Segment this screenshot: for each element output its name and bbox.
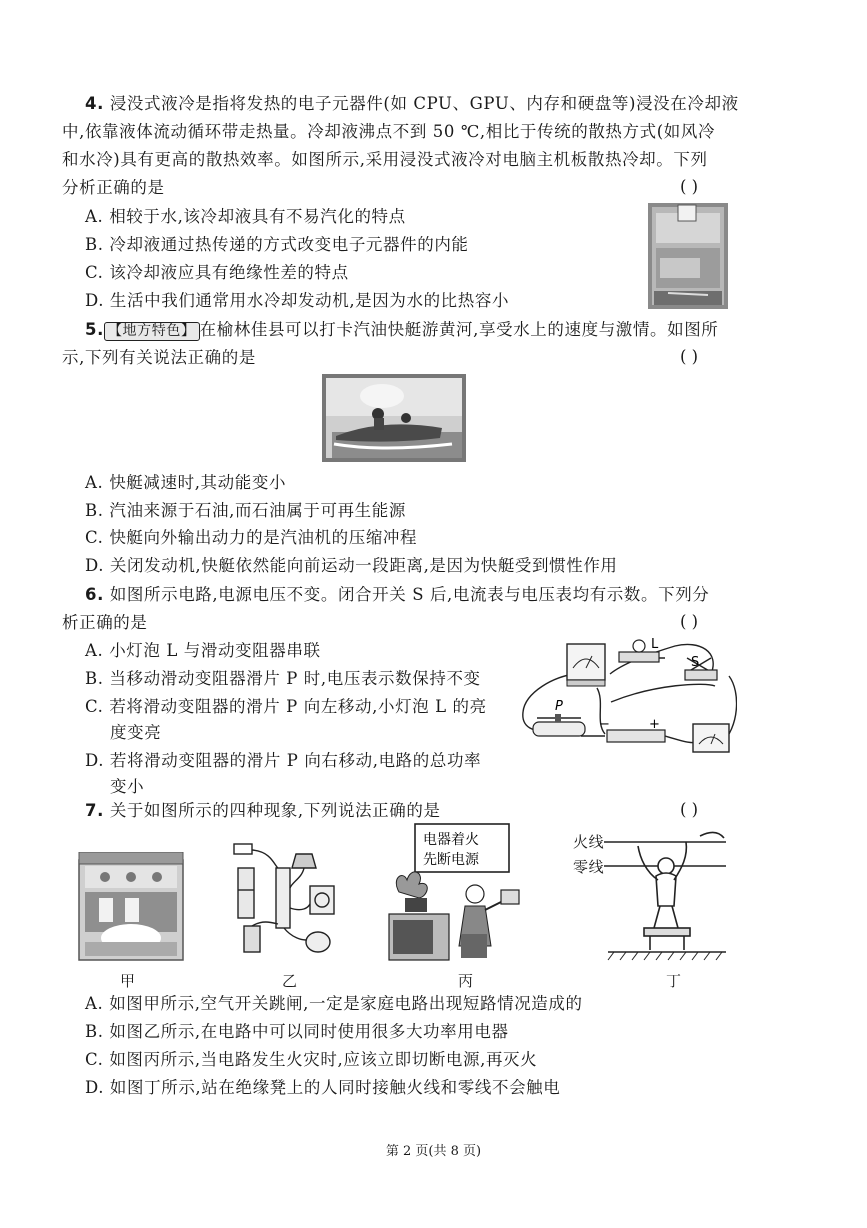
local-feature-tag: 【地方特色】 bbox=[104, 322, 200, 341]
q7-option-a[interactable]: A. 如图甲所示,空气开关跳闸,一定是家庭电路出现短路情况造成的 bbox=[85, 994, 583, 1013]
q4-answer-paren[interactable]: ( ) bbox=[680, 177, 699, 196]
q6-stem-line1 bbox=[85, 584, 709, 606]
q6-option-a[interactable]: A. 小灯泡 L 与滑动变阻器串联 bbox=[85, 641, 321, 660]
q7-option-c[interactable]: C. 如图丙所示,当电路发生火灾时,应该立即切断电源,再灭火 bbox=[85, 1050, 538, 1069]
switch-label: S bbox=[691, 655, 700, 670]
q6-option-c-line2: 度变亮 bbox=[110, 723, 162, 742]
circuit-diagram bbox=[515, 632, 737, 754]
caption-bing: 丙 bbox=[458, 972, 474, 990]
q7-option-b[interactable]: B. 如图乙所示,在电路中可以同时使用很多大功率用电器 bbox=[85, 1022, 509, 1041]
caption-jia: 甲 bbox=[120, 972, 136, 990]
sign-line2: 先断电源 bbox=[423, 852, 479, 868]
q4-stem-line2: 中,依靠液体流动循环带走热量。冷却液沸点不到 50 ℃,相比于传统的散热方式(如风冷 bbox=[62, 122, 716, 141]
insulated-stool-image bbox=[604, 828, 734, 962]
page-footer: 第 2 页(共 8 页) bbox=[385, 1144, 482, 1159]
q4-option-d[interactable]: D. 生活中我们通常用水冷却发动机,是因为水的比热容小 bbox=[85, 291, 510, 310]
q4-option-b[interactable]: B. 冷却液通过热传递的方式改变电子元器件的内能 bbox=[85, 235, 469, 254]
q5-number: 5. bbox=[85, 320, 104, 339]
q4-option-c[interactable]: C. 该冷却液应具有绝缘性差的特点 bbox=[85, 263, 349, 282]
q6-option-b[interactable]: B. 当移动滑动变阻器滑片 P 时,电压表示数保持不变 bbox=[85, 669, 481, 688]
q5-answer-paren[interactable]: ( ) bbox=[680, 347, 699, 366]
slider-label: P bbox=[555, 699, 563, 714]
neutral-wire-label: 零线 bbox=[573, 858, 605, 876]
caption-ding: 丁 bbox=[666, 972, 682, 990]
fire-scene-image bbox=[385, 822, 525, 964]
air-switch-image bbox=[75, 852, 187, 964]
q5-stem-line2: 示,下列有关说法正确的是 bbox=[62, 348, 256, 367]
q5-stem-line1 bbox=[85, 319, 718, 341]
q4-number: 4. bbox=[85, 94, 104, 113]
battery-plus: + bbox=[649, 717, 660, 732]
q4-stem-line4: 分析正确的是 bbox=[62, 178, 165, 197]
q5-option-d[interactable]: D. 关闭发动机,快艇依然能向前运动一段距离,是因为快艇受到惯性作用 bbox=[85, 556, 618, 575]
q6-number: 6. bbox=[85, 585, 104, 604]
q6-option-d-line2: 变小 bbox=[110, 777, 145, 796]
power-strip-image bbox=[222, 838, 352, 962]
q7-answer-paren[interactable]: ( ) bbox=[680, 800, 699, 819]
q6-stem-line2: 析正确的是 bbox=[62, 613, 148, 632]
voltmeter-icon bbox=[567, 644, 605, 686]
q7-stem-text: 关于如图所示的四种现象,下列说法正确的是 bbox=[109, 801, 441, 820]
lamp-label: L bbox=[651, 637, 659, 652]
q5-option-b[interactable]: B. 汽油来源于石油,而石油属于可再生能源 bbox=[85, 501, 406, 520]
q7-option-d[interactable]: D. 如图丁所示,站在绝缘凳上的人同时接触火线和零线不会触电 bbox=[85, 1078, 561, 1097]
q5-stem-text1: 在榆林佳县可以打卡汽油快艇游黄河,享受水上的速度与激情。如图所 bbox=[199, 320, 719, 339]
battery-minus: − bbox=[599, 717, 610, 732]
q7-number: 7. bbox=[85, 801, 104, 820]
immersion-cooling-photo bbox=[648, 203, 728, 309]
caption-yi: 乙 bbox=[282, 972, 298, 990]
speedboat-photo bbox=[322, 374, 466, 462]
q4-stem-line3: 和水冷)具有更高的散热效率。如图所示,采用浸没式液冷对电脑主机板散热冷却。下列 bbox=[62, 150, 708, 169]
q5-option-c[interactable]: C. 快艇向外输出动力的是汽油机的压缩冲程 bbox=[85, 528, 418, 547]
q6-option-d-line1[interactable]: D. 若将滑动变阻器的滑片 P 向右移动,电路的总功率 bbox=[85, 751, 482, 770]
q5-option-a[interactable]: A. 快艇减速时,其动能变小 bbox=[85, 473, 287, 492]
q6-option-c-line1[interactable]: C. 若将滑动变阻器的滑片 P 向左移动,小灯泡 L 的亮 bbox=[85, 697, 487, 716]
sign-line1: 电器着火 bbox=[423, 832, 479, 848]
q4-stem-line1 bbox=[85, 93, 739, 115]
live-wire-label: 火线 bbox=[573, 833, 605, 851]
ammeter-icon bbox=[693, 724, 729, 752]
q6-answer-paren[interactable]: ( ) bbox=[680, 612, 699, 631]
q4-option-a[interactable]: A. 相较于水,该冷却液具有不易汽化的特点 bbox=[85, 207, 406, 226]
rheostat-icon bbox=[533, 714, 585, 736]
q4-stem-text1: 浸没式液冷是指将发热的电子元器件(如 CPU、GPU、内存和硬盘等)浸没在冷却液 bbox=[109, 94, 739, 113]
q6-stem-text1: 如图所示电路,电源电压不变。闭合开关 S 后,电流表与电压表均有示数。下列分 bbox=[109, 585, 710, 604]
q7-stem-line1 bbox=[85, 800, 441, 822]
